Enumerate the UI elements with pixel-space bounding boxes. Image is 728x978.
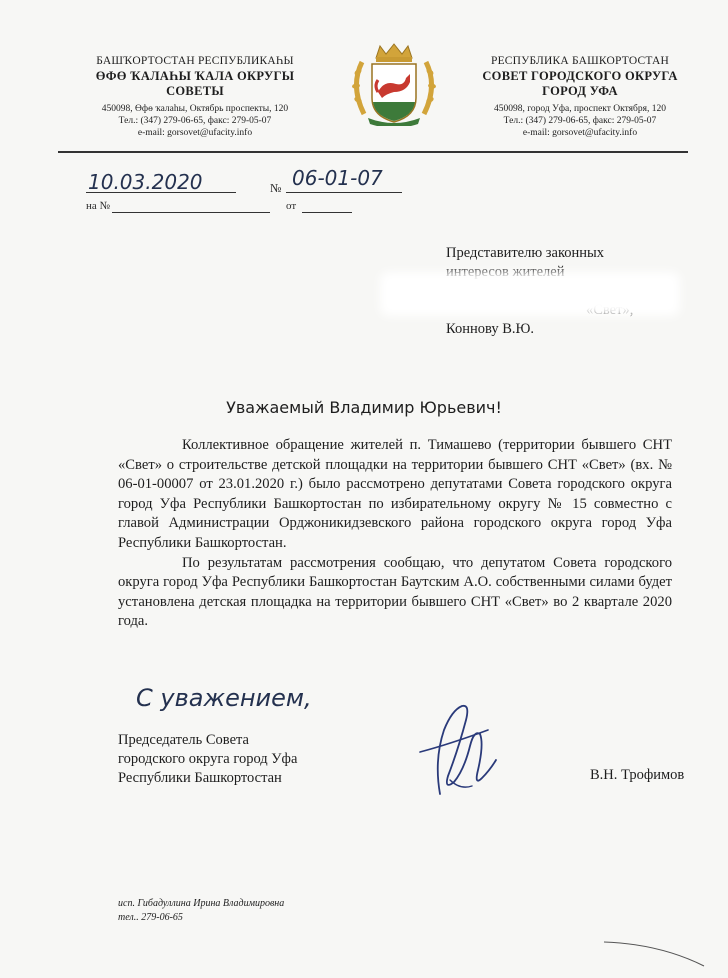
registration-date: 10.03.2020 bbox=[88, 170, 203, 194]
header-left-phone: Тел.: (347) 279-06-65, факс: 279-05-07 bbox=[118, 116, 272, 126]
header-left-council-line1: ӨФӨ ҠАЛАҺЫ ҠАЛА ОКРУГЫ bbox=[95, 69, 295, 83]
header-divider bbox=[58, 151, 688, 153]
header-left-council-line2: СОВЕТЫ bbox=[166, 84, 224, 98]
executor-phone: тел.. 279-06-65 bbox=[118, 912, 183, 923]
letter-body bbox=[118, 436, 672, 632]
header-right bbox=[460, 54, 700, 139]
header-right-council-line1: СОВЕТ ГОРОДСКОГО ОКРУГА bbox=[482, 69, 678, 83]
number-underline bbox=[286, 192, 402, 193]
greeting: Уважаемый Владимир Юрьевич! bbox=[226, 398, 502, 417]
registration-number-sign: № bbox=[270, 181, 282, 195]
redaction-blur bbox=[380, 272, 680, 316]
header-right-council-line2: ГОРОД УФА bbox=[542, 84, 618, 98]
ref-date-line bbox=[302, 212, 352, 213]
executor-name: исп. Гибадуллина Ирина Владимировна bbox=[118, 898, 285, 909]
scan-artifact-icon bbox=[600, 930, 710, 970]
executor-block bbox=[118, 897, 378, 925]
header-left-republic: БАШҠОРТОСТАН РЕСПУБЛИКАҺЫ bbox=[96, 55, 294, 67]
ref-number-label: на № bbox=[86, 200, 111, 212]
signatory-name: В.Н. Трофимов bbox=[590, 767, 685, 783]
recipient-line1: Представителю законных bbox=[446, 245, 605, 261]
handwritten-closing: С уважением, bbox=[136, 684, 312, 712]
signatory-title-line1: Председатель Совета bbox=[118, 732, 249, 748]
body-paragraph-2: По результатам рассмотрения сообщаю, что депутатом Совета городского округа город Уфа Республики Башкортостан Баутским А.О. собственными силами будет установлена детская площадка на территории бывшего СНТ «Свет» во 2 квартале 2020 года. bbox=[118, 554, 672, 630]
date-underline bbox=[86, 192, 236, 193]
header-right-republic: РЕСПУБЛИКА БАШКОРТОСТАН bbox=[490, 55, 670, 67]
signatory-title bbox=[118, 731, 378, 788]
signature-icon bbox=[400, 690, 510, 810]
header-left-address: 450098, Өфө ҡалаһы, Октябрь проспекты, 120 bbox=[101, 104, 289, 114]
ufa-coat-of-arms-icon bbox=[348, 42, 440, 126]
signatory-title-line2: городского округа город Уфа bbox=[118, 751, 298, 767]
header-left bbox=[70, 54, 320, 139]
recipient-name: Коннову В.Ю. bbox=[446, 321, 535, 337]
registration-number: 06-01-07 bbox=[292, 166, 383, 190]
ref-number-line bbox=[112, 212, 270, 213]
header-right-address: 450098, город Уфа, проспект Октября, 120 bbox=[494, 104, 666, 114]
header-right-phone: Тел.: (347) 279-06-65, факс: 279-05-07 bbox=[503, 116, 657, 126]
ref-date-label: от bbox=[286, 200, 297, 212]
body-paragraph-1: Коллективное обращение жителей п. Тимашево (территории бывшего СНТ «Свет» о строительстве детской площадки на территории бывшего СНТ «Свет» (вх. № 06-01-00007 от 23.01.2020 г.) было рассмотрено депутатами Совета городского округа город Уфа Республики Башкортостан по избирательному округу № 15 совместно с главой Администрации Орджоникидзевского района городского округа город Уфа Республики Башкортостан. bbox=[118, 437, 672, 551]
signatory-title-line3: Республики Башкортостан bbox=[118, 770, 282, 786]
header-left-email: e-mail: gorsovet@ufacity.info bbox=[137, 128, 253, 138]
header-right-email: e-mail: gorsovet@ufacity.info bbox=[522, 128, 638, 138]
